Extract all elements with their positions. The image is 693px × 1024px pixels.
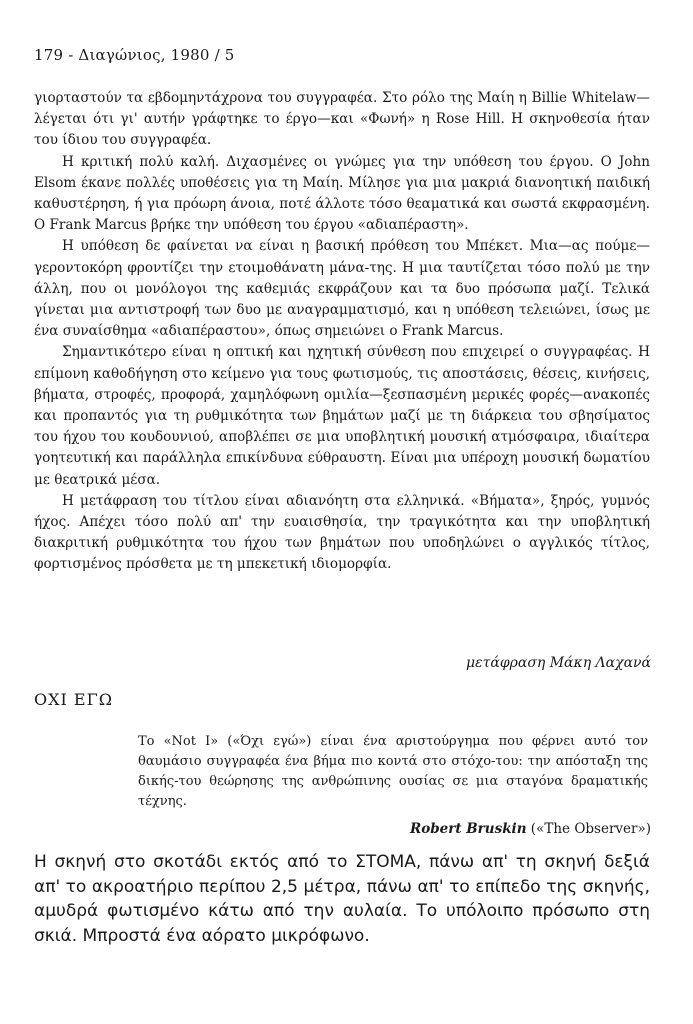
epigraph-publication: («The Observer»): [526, 821, 651, 837]
epigraph: [138, 732, 648, 812]
epigraph-author: Robert Bruskin: [409, 821, 527, 837]
section-title: ΟΧΙ ΕΓΩ: [34, 690, 113, 709]
paragraph: Σημαντικότερο είναι η οπτική και ηχητική σύνθεση που επιχειρεί ο συγγραφέας. Η επίμονη καθοδήγηση στο κείμενο για τους φωτισμούς, τις αποστάσεις, θέσεις, κινήσεις, βήματα, στροφές, προφορά, χαμηλόφωνη ομιλία—ξεσπασμένη μερικές φορές—ανακοπές και προπαντός για τη ρυθμικότητα των βημάτων μαζί με τη διάρκεια του σβησίματος του ήχου του κουδουνιού, αποβλέπει σε μια υποβλητική μουσική ατμόσφαιρα, ιδιαίτερα γοητευτική και παράλληλα επικίνδυνα εύθραυστη. Είναι μια υπέροχη μουσική δωματίου με θεατρικά μέσα.: [34, 344, 650, 488]
running-head: 179 - Διαγώνιος, 1980 / 5: [34, 46, 235, 64]
epigraph-attribution: [410, 821, 651, 837]
translator-credit: μετάφραση Μάκη Λαχανά: [466, 655, 651, 671]
stage-direction: [34, 850, 650, 948]
stage-direction-text: Η σκηνή στο σκοτάδι εκτός από το ΣΤΟΜΑ, πάνω απ' τη σκηνή δεξιά απ' το ακροατήριο περίπου 2,5 μέτρα, πάνω απ' το επίπεδο της σκηνής, αμυδρά φωτισμένο κάτω από την αυλαία. Το υπόλοιπο πρόσωπο στη σκιά. Μπροστά ένα αόρατο μικρόφωνο.: [34, 852, 650, 946]
paragraph: Η κριτική πολύ καλή. Διχασμένες οι γνώμες για την υπόθεση του έργου. Ο John Elsom έκανε πολλές υποθέσεις για τη Μαίη. Μίλησε για μια μακριά διανοητική παιδική καθυστέρηση, ή για πρόωρη άνοια, ποτέ άλλοτε τόσο θεαματικά και σωστά εκφρασμένη. Ο Frank Marcus βρήκε την υπόθεση του έργου «αδιαπέραστη».: [34, 153, 650, 234]
epigraph-text: Το «Not I» («Όχι εγώ») είναι ένα αριστούργημα που φέρνει αυτό τον θαυμάσιο συγγραφέα ένα βήμα πιο κοντά στο στόχο-του: την απόσταξη της δικής-του θεώρησης της ανθρώπινης ουσίας σε μια σταγόνα δραματικής τέχνης.: [138, 734, 648, 809]
paragraph: γιορταστούν τα εβδομηντάχρονα του συγγραφέα. Στο ρόλο της Μαίη η Billie Whitelaw—λέγεται ότι γι' αυτήν γράφτηκε το έργο—και «Φωνή» η Rose Hill. Η σκηνοθεσία ήταν του ίδιου του συγγραφέα.: [34, 90, 650, 149]
paragraph: Η μετάφραση του τίτλου είναι αδιανόητη στα ελληνικά. «Βήματα», ξηρός, γυμνός ήχος. Απέχει τόσο πολύ απ' την ευαισθησία, την τραγικότητα και την υποβλητική διακριτική ρυθμικότητα του ήχου των βημάτων που υποδηλώνει ο αγγλικός τίτλος, φορτισμένος πρόσθετα με τη μπεκετική ιδιομορφία.: [34, 492, 650, 573]
article-body: [34, 88, 650, 576]
paragraph: Η υπόθεση δε φαίνεται να είναι η βασική πρόθεση του Μπέκετ. Μια—ας πούμε—γεροντοκόρη φροντίζει την ετοιμοθάνατη μάνα-της. Η μια ταυτίζεται τόσο πολύ με την άλλη, που οι μονόλογοι της καθεμιάς εκφράζουν και τα δυο πρόσωπα μαζί. Τελικά γίνεται μια αντιστροφή των δυο με αναγραμματισμό, και η υπόθεση τελειώνει, ίσως με ένα συναίσθημα «αδιαπέραστου», όπως σημειώνει ο Frank Marcus.: [34, 238, 650, 340]
